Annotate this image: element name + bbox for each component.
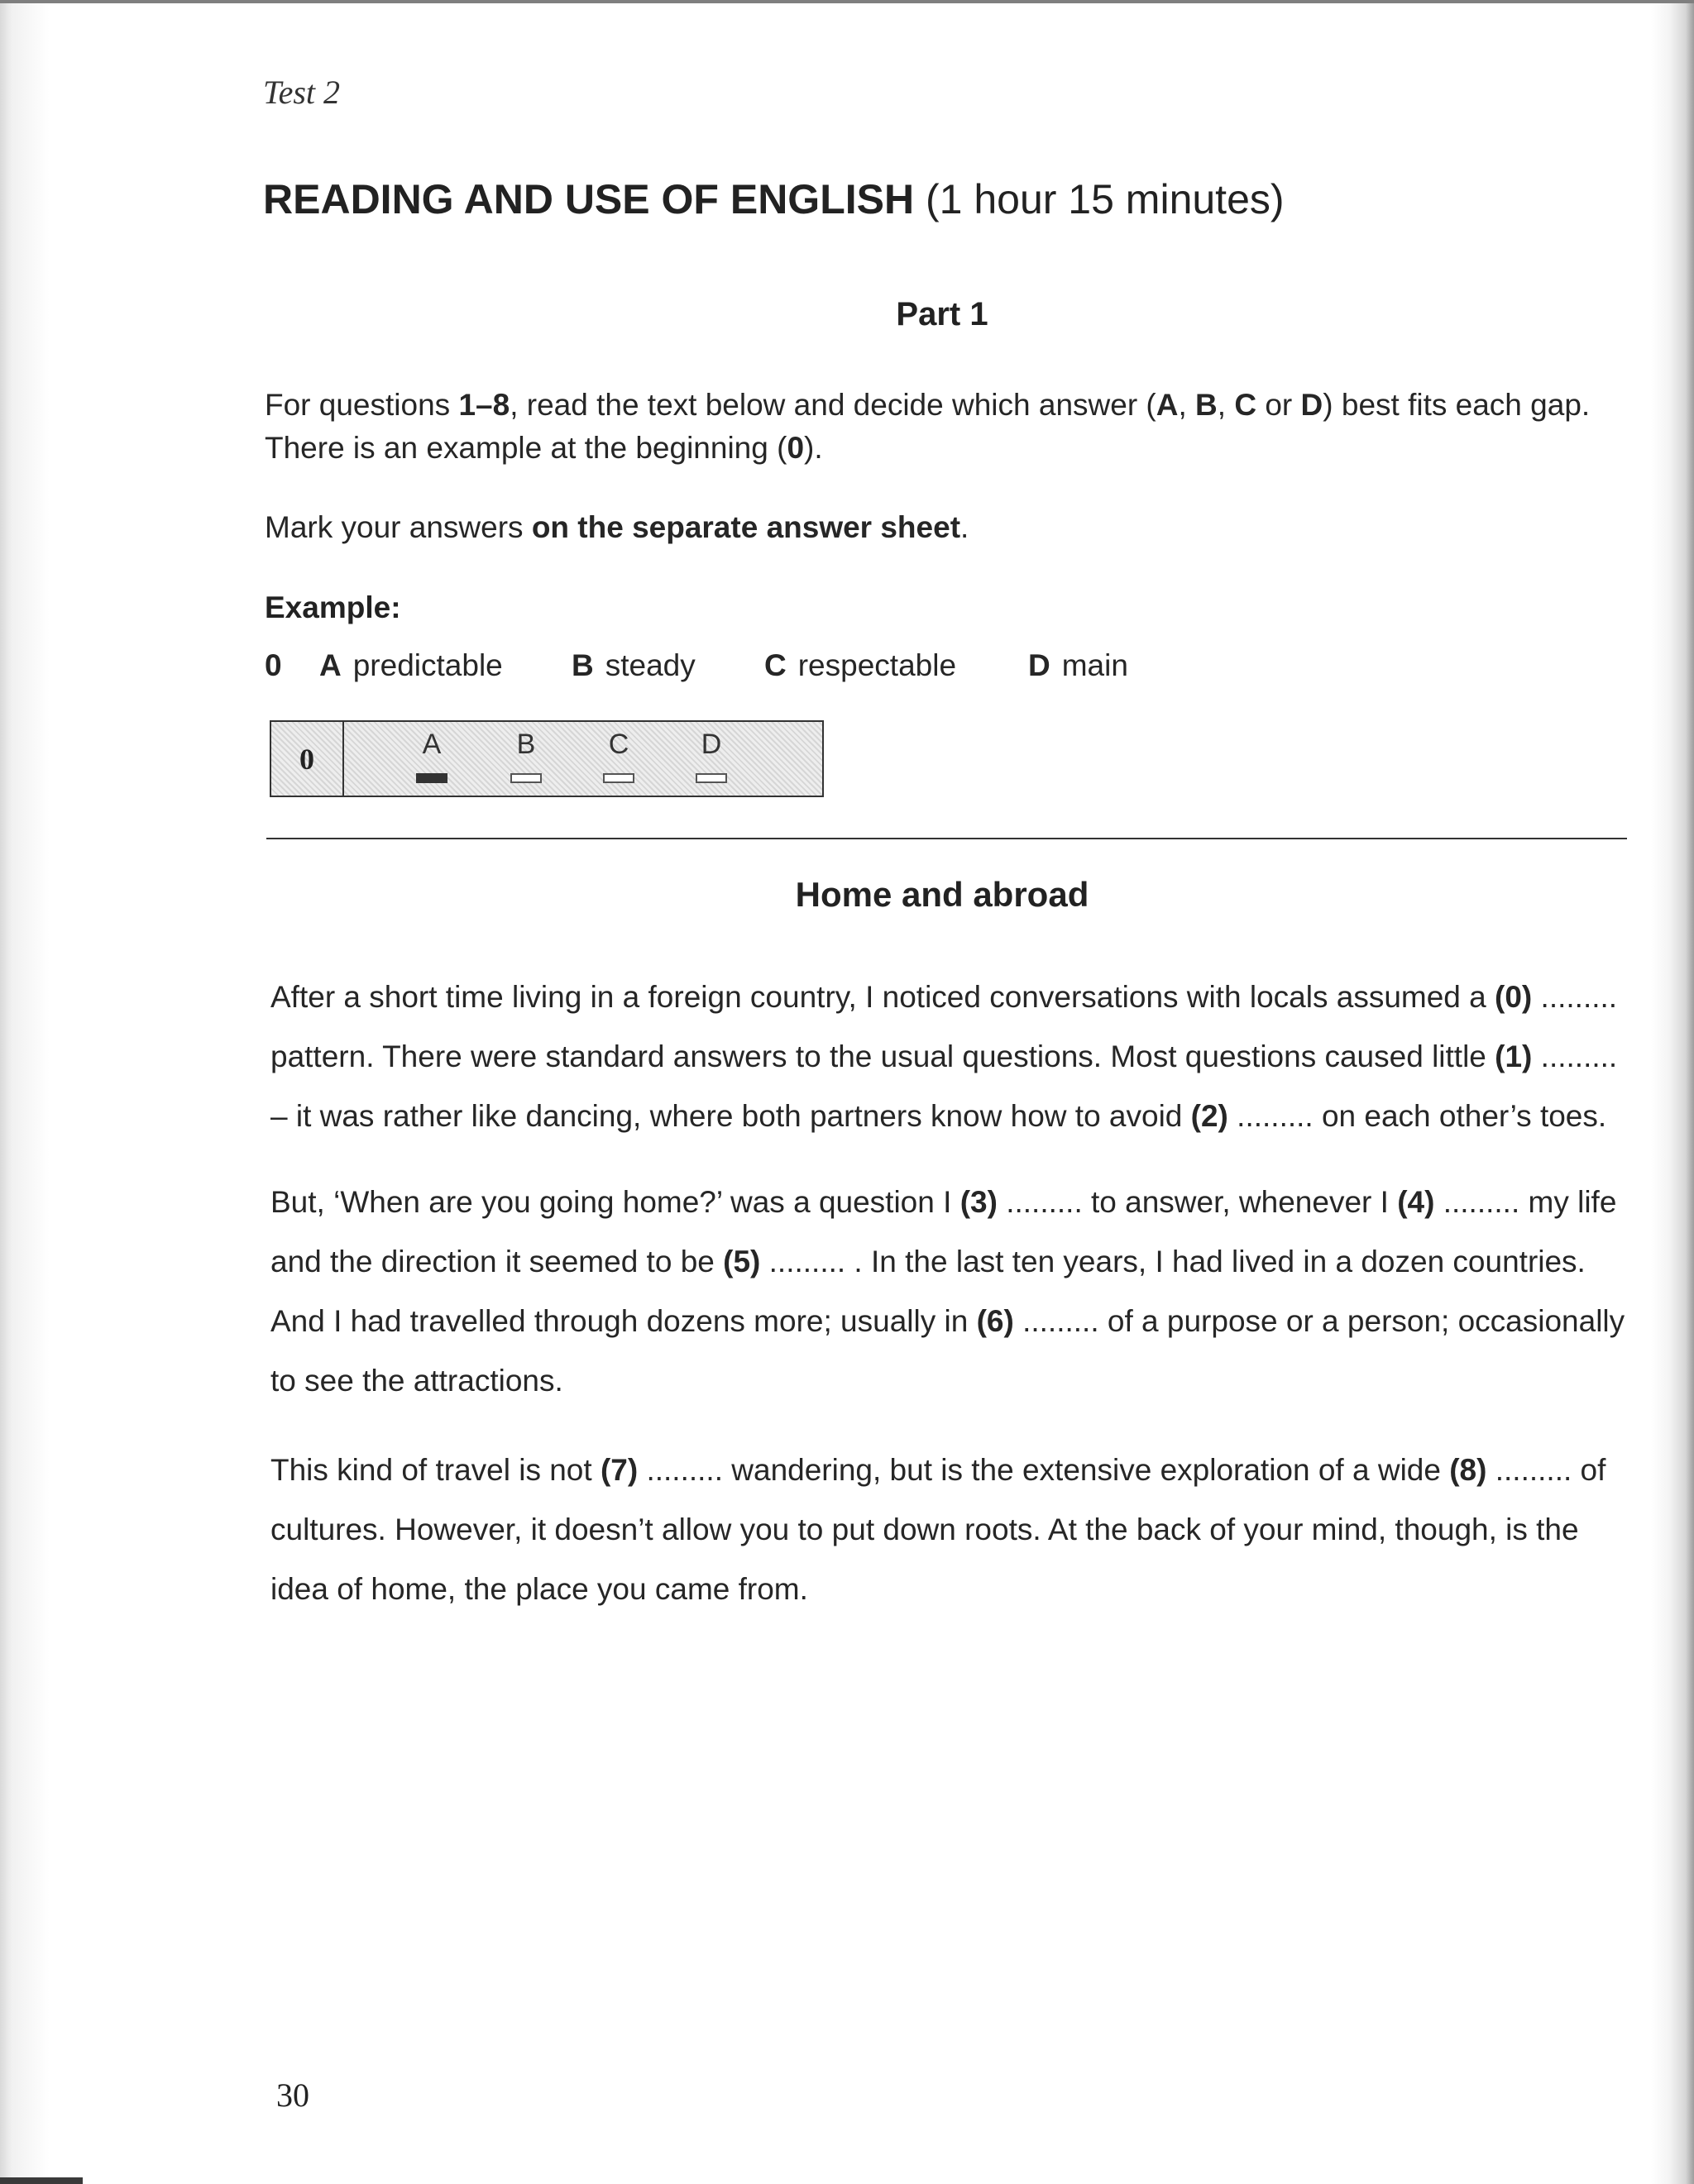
example-option-c: C respectable bbox=[764, 648, 957, 682]
bold-run: (5) bbox=[723, 1245, 761, 1278]
bold-run: 0 bbox=[787, 431, 805, 465]
bold-run: (6) bbox=[976, 1304, 1014, 1338]
scan-edge-top bbox=[0, 0, 1694, 3]
answer-mark-a bbox=[416, 773, 447, 783]
text-run: ......... – it was rather like dancing, where both partners know how to avoid bbox=[270, 1039, 1618, 1133]
example-option-d: D main bbox=[1028, 648, 1128, 682]
example-answer-box bbox=[270, 720, 824, 797]
section-title bbox=[263, 175, 1285, 223]
section-title-duration: (1 hour 15 minutes) bbox=[914, 176, 1285, 222]
example-option-a: A predictable bbox=[319, 648, 503, 682]
answer-mark-b bbox=[510, 773, 542, 783]
text-run: ) best fits each gap. There is an example at the beginning ( bbox=[265, 388, 1591, 465]
instructions-line-1 bbox=[265, 384, 1629, 470]
bold-run: A bbox=[1156, 388, 1179, 422]
text-run: , bbox=[1178, 388, 1196, 422]
paragraph-1 bbox=[270, 968, 1631, 1146]
text-run: ). bbox=[804, 431, 823, 465]
answer-choice-b: B bbox=[516, 729, 536, 760]
bold-run: 1–8 bbox=[458, 388, 510, 422]
answer-mark-c bbox=[603, 773, 634, 783]
answer-box-number: 0 bbox=[271, 722, 344, 796]
bold-run: (8) bbox=[1449, 1453, 1487, 1487]
bold-run: (1) bbox=[1495, 1039, 1533, 1073]
section-title-bold: READING AND USE OF ENGLISH bbox=[263, 176, 915, 222]
paragraph-3 bbox=[270, 1441, 1631, 1619]
text-run: ......... pattern. There were standard answers to the usual questions. Most questions caused little bbox=[270, 980, 1618, 1073]
text-run: For questions bbox=[265, 388, 459, 422]
section-divider bbox=[266, 838, 1627, 839]
answer-choice-c: C bbox=[608, 729, 629, 760]
bold-run: (7) bbox=[600, 1453, 639, 1487]
part-title: Part 1 bbox=[896, 296, 988, 332]
page-number: 30 bbox=[276, 2076, 309, 2114]
text-run: Mark your answers bbox=[265, 510, 532, 544]
answer-choice-d: D bbox=[701, 729, 722, 760]
text-run: This kind of travel is not bbox=[270, 1453, 601, 1487]
bold-run: (2) bbox=[1190, 1099, 1228, 1133]
example-number: 0 bbox=[265, 648, 282, 682]
bold-run: on the separate answer sheet bbox=[531, 510, 961, 544]
instructions-line-2 bbox=[265, 506, 1629, 549]
bold-run: B bbox=[1195, 388, 1218, 422]
text-run: , bbox=[1217, 388, 1235, 422]
answer-mark-d bbox=[696, 773, 727, 783]
text-run: But, ‘When are you going home?’ was a question I bbox=[270, 1185, 960, 1219]
text-run: ......... of cultures. However, it doesn’t allow you to put down roots. At the back of your mind, though, is the idea of home, the place you came from. bbox=[270, 1453, 1606, 1606]
bold-run: (4) bbox=[1397, 1185, 1435, 1219]
bold-run: (0) bbox=[1495, 980, 1533, 1014]
text-run: ......... my life and the direction it seemed to be bbox=[270, 1185, 1617, 1278]
text-title: Home and abroad bbox=[795, 875, 1089, 914]
example-label: Example: bbox=[265, 590, 401, 624]
test-label: Test 2 bbox=[263, 74, 341, 111]
text-run: ......... on each other’s toes. bbox=[1227, 1099, 1607, 1133]
text-run: . bbox=[960, 510, 969, 544]
text-run: , read the text below and decide which answer ( bbox=[510, 388, 1156, 422]
page-corner bbox=[0, 2177, 83, 2184]
bold-run: C bbox=[1234, 388, 1257, 422]
paragraph-2 bbox=[270, 1173, 1631, 1411]
text-run: or bbox=[1256, 388, 1301, 422]
bold-run: (3) bbox=[959, 1185, 998, 1219]
example-option-b: B steady bbox=[572, 648, 696, 682]
text-run: ......... to answer, whenever I bbox=[997, 1185, 1398, 1219]
text-run: ......... . In the last ten years, I had lived in a dozen countries. And I had travelled through dozens more; usually in bbox=[270, 1245, 1586, 1338]
text-run: ......... wandering, but is the extensive exploration of a wide bbox=[638, 1453, 1450, 1487]
text-run: ......... of a purpose or a person; occasionally to see the attractions. bbox=[270, 1304, 1625, 1398]
text-run: After a short time living in a foreign country, I noticed conversations with locals assumed a bbox=[270, 980, 1495, 1014]
bold-run: D bbox=[1300, 388, 1323, 422]
answer-choice-a: A bbox=[422, 729, 442, 760]
